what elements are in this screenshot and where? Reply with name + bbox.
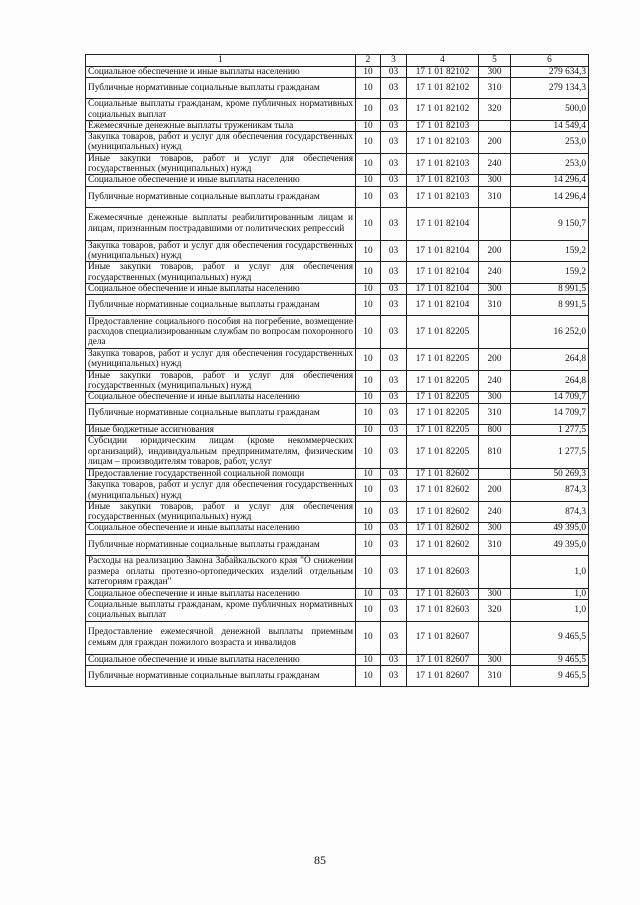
row-subsection: 03 (381, 501, 407, 523)
row-target-article: 17 1 01 82205 (407, 435, 479, 468)
table-row (86, 316, 589, 349)
row-name: Закупка товаров, работ и услуг для обеспечения государственных (муниципальных) нужд (86, 132, 356, 154)
row-name: Иные закупки товаров, работ и услуг для обеспечения государственных (муниципальных) нужд (86, 153, 356, 175)
row-name: Социальное обеспечение и иные выплаты населению (86, 392, 356, 403)
row-name: Социальное обеспечение и иные выплаты населению (86, 588, 356, 599)
row-section: 10 (356, 349, 381, 371)
row-section: 10 (356, 621, 381, 654)
row-target-article: 17 1 01 82205 (407, 424, 479, 435)
row-amount: 253,0 (511, 132, 589, 154)
table-row (86, 120, 589, 131)
table-row (86, 621, 589, 654)
row-expense-type: 200 (479, 132, 511, 154)
row-subsection: 03 (381, 403, 407, 424)
table-header-row (86, 55, 589, 67)
row-target-article: 17 1 01 82603 (407, 600, 479, 622)
budget-table (85, 54, 589, 687)
row-expense-type: 240 (479, 501, 511, 523)
row-amount: 9 465,5 (511, 665, 589, 686)
row-expense-type: 300 (479, 523, 511, 534)
row-target-article: 17 1 01 82102 (407, 67, 479, 78)
table-row (86, 523, 589, 534)
row-name: Социальные выплаты гражданам, кроме публичных нормативных социальных выплат (86, 99, 356, 121)
row-section: 10 (356, 207, 381, 240)
row-amount: 49 395,0 (511, 534, 589, 555)
row-subsection: 03 (381, 295, 407, 316)
row-name: Иные закупки товаров, работ и услуг для обеспечения государственных (муниципальных) нужд (86, 370, 356, 392)
table-row (86, 349, 589, 371)
row-name: Ежемесячные денежные выплаты труженикам тыла (86, 120, 356, 131)
row-subsection: 03 (381, 534, 407, 555)
table-row (86, 175, 589, 186)
row-expense-type (479, 468, 511, 479)
row-subsection: 03 (381, 78, 407, 99)
row-target-article: 17 1 01 82602 (407, 480, 479, 502)
row-expense-type (479, 120, 511, 131)
row-subsection: 03 (381, 600, 407, 622)
row-amount: 874,3 (511, 501, 589, 523)
row-amount: 253,0 (511, 153, 589, 175)
row-section: 10 (356, 78, 381, 99)
row-amount: 1 277,5 (511, 424, 589, 435)
row-expense-type: 310 (479, 78, 511, 99)
row-section: 10 (356, 555, 381, 588)
table-row (86, 295, 589, 316)
row-amount: 1,0 (511, 600, 589, 622)
row-section: 10 (356, 240, 381, 262)
row-amount: 264,8 (511, 349, 589, 371)
row-subsection: 03 (381, 207, 407, 240)
table-row (86, 480, 589, 502)
row-section: 10 (356, 186, 381, 207)
column-header-section: 2 (356, 55, 381, 67)
row-target-article: 17 1 01 82103 (407, 153, 479, 175)
row-subsection: 03 (381, 120, 407, 131)
table-row (86, 424, 589, 435)
table-row (86, 403, 589, 424)
row-amount: 9 150,7 (511, 207, 589, 240)
row-subsection: 03 (381, 392, 407, 403)
table-row (86, 665, 589, 686)
table-row (86, 555, 589, 588)
row-target-article: 17 1 01 82205 (407, 392, 479, 403)
row-section: 10 (356, 99, 381, 121)
row-target-article: 17 1 01 82205 (407, 349, 479, 371)
row-target-article: 17 1 01 82602 (407, 523, 479, 534)
row-expense-type: 810 (479, 435, 511, 468)
row-expense-type: 310 (479, 665, 511, 686)
row-subsection: 03 (381, 665, 407, 686)
row-subsection: 03 (381, 316, 407, 349)
row-section: 10 (356, 665, 381, 686)
row-name: Предоставление государственной социальной помощи (86, 468, 356, 479)
row-target-article: 17 1 01 82603 (407, 555, 479, 588)
row-subsection: 03 (381, 370, 407, 392)
row-expense-type: 200 (479, 349, 511, 371)
row-target-article: 17 1 01 82104 (407, 262, 479, 284)
row-expense-type: 310 (479, 295, 511, 316)
row-amount: 874,3 (511, 480, 589, 502)
row-expense-type: 310 (479, 186, 511, 207)
row-name: Предоставление социального пособия на погребение, возмещение расходов специализированным службам по вопросам похоронного дела (86, 316, 356, 349)
row-target-article: 17 1 01 82103 (407, 175, 479, 186)
row-name: Предоставление ежемесячной денежной выплаты приемным семьям для граждан пожилого возраста и инвалидов (86, 621, 356, 654)
row-name: Социальные выплаты гражданам, кроме публичных нормативных социальных выплат (86, 600, 356, 622)
row-section: 10 (356, 67, 381, 78)
row-amount: 159,2 (511, 262, 589, 284)
row-subsection: 03 (381, 186, 407, 207)
row-subsection: 03 (381, 132, 407, 154)
row-amount: 50 269,3 (511, 468, 589, 479)
row-amount: 8 991,5 (511, 295, 589, 316)
row-target-article: 17 1 01 82602 (407, 534, 479, 555)
row-subsection: 03 (381, 349, 407, 371)
table-body (86, 67, 589, 687)
row-subsection: 03 (381, 468, 407, 479)
table-row (86, 240, 589, 262)
table-row (86, 186, 589, 207)
row-expense-type: 300 (479, 67, 511, 78)
row-subsection: 03 (381, 99, 407, 121)
row-expense-type: 300 (479, 654, 511, 665)
row-target-article: 17 1 01 82103 (407, 120, 479, 131)
row-subsection: 03 (381, 424, 407, 435)
row-target-article: 17 1 01 82205 (407, 403, 479, 424)
table-row (86, 392, 589, 403)
row-amount: 264,8 (511, 370, 589, 392)
row-subsection: 03 (381, 283, 407, 294)
row-amount: 14 296,4 (511, 186, 589, 207)
row-name: Публичные нормативные социальные выплаты гражданам (86, 186, 356, 207)
row-target-article: 17 1 01 82607 (407, 654, 479, 665)
row-subsection: 03 (381, 67, 407, 78)
row-section: 10 (356, 132, 381, 154)
row-section: 10 (356, 392, 381, 403)
row-section: 10 (356, 523, 381, 534)
row-amount: 16 252,0 (511, 316, 589, 349)
row-section: 10 (356, 588, 381, 599)
row-subsection: 03 (381, 175, 407, 186)
table-row (86, 468, 589, 479)
row-section: 10 (356, 283, 381, 294)
row-expense-type: 800 (479, 424, 511, 435)
row-name: Ежемесячные денежные выплаты реабилитированным лицам и лицам, признанным пострадавшими от политических репрессий (86, 207, 356, 240)
row-target-article: 17 1 01 82205 (407, 370, 479, 392)
row-section: 10 (356, 600, 381, 622)
column-header-name: 1 (86, 55, 356, 67)
row-expense-type: 300 (479, 588, 511, 599)
row-expense-type: 310 (479, 534, 511, 555)
row-expense-type (479, 621, 511, 654)
table-row (86, 283, 589, 294)
row-target-article: 17 1 01 82104 (407, 283, 479, 294)
row-name: Иные бюджетные ассигнования (86, 424, 356, 435)
row-target-article: 17 1 01 82103 (407, 186, 479, 207)
row-target-article: 17 1 01 82104 (407, 240, 479, 262)
row-subsection: 03 (381, 153, 407, 175)
column-header-amount: 6 (511, 55, 589, 67)
row-amount: 14 709,7 (511, 403, 589, 424)
row-amount: 9 465,5 (511, 654, 589, 665)
column-header-target-article: 4 (407, 55, 479, 67)
column-header-expense-type: 5 (479, 55, 511, 67)
row-expense-type: 200 (479, 240, 511, 262)
row-name: Социальное обеспечение и иные выплаты населению (86, 654, 356, 665)
row-expense-type: 310 (479, 403, 511, 424)
table-row (86, 501, 589, 523)
row-expense-type: 200 (479, 480, 511, 502)
row-name: Закупка товаров, работ и услуг для обеспечения государственных (муниципальных) нужд (86, 349, 356, 371)
row-target-article: 17 1 01 82103 (407, 132, 479, 154)
row-expense-type: 300 (479, 175, 511, 186)
row-section: 10 (356, 153, 381, 175)
table-row (86, 67, 589, 78)
row-section: 10 (356, 424, 381, 435)
row-section: 10 (356, 316, 381, 349)
row-name: Социальное обеспечение и иные выплаты населению (86, 523, 356, 534)
row-name: Публичные нормативные социальные выплаты гражданам (86, 534, 356, 555)
row-name: Закупка товаров, работ и услуг для обеспечения государственных (муниципальных) нужд (86, 480, 356, 502)
table-row (86, 132, 589, 154)
row-section: 10 (356, 295, 381, 316)
row-subsection: 03 (381, 262, 407, 284)
row-name: Закупка товаров, работ и услуг для обеспечения государственных (муниципальных) нужд (86, 240, 356, 262)
row-subsection: 03 (381, 588, 407, 599)
row-section: 10 (356, 120, 381, 131)
row-target-article: 17 1 01 82104 (407, 295, 479, 316)
row-name: Публичные нормативные социальные выплаты гражданам (86, 403, 356, 424)
row-subsection: 03 (381, 435, 407, 468)
row-amount: 279 134,3 (511, 78, 589, 99)
row-amount: 159,2 (511, 240, 589, 262)
row-name: Субсидии юридическим лицам (кроме некоммерческих организаций), индивидуальным предпринимателям, физическим лицам – производителям товаров, работ, услуг (86, 435, 356, 468)
row-subsection: 03 (381, 621, 407, 654)
row-target-article: 17 1 01 82104 (407, 207, 479, 240)
page-number: 85 (314, 853, 326, 867)
row-expense-type: 240 (479, 262, 511, 284)
row-amount: 500,0 (511, 99, 589, 121)
row-amount: 14 709,7 (511, 392, 589, 403)
row-expense-type: 300 (479, 392, 511, 403)
row-target-article: 17 1 01 82603 (407, 588, 479, 599)
row-expense-type: 320 (479, 99, 511, 121)
row-expense-type (479, 316, 511, 349)
row-section: 10 (356, 435, 381, 468)
row-target-article: 17 1 01 82607 (407, 665, 479, 686)
row-target-article: 17 1 01 82602 (407, 501, 479, 523)
row-target-article: 17 1 01 82602 (407, 468, 479, 479)
row-section: 10 (356, 468, 381, 479)
table-row (86, 99, 589, 121)
row-section: 10 (356, 501, 381, 523)
row-section: 10 (356, 480, 381, 502)
column-header-subsection: 3 (381, 55, 407, 67)
row-amount: 49 395,0 (511, 523, 589, 534)
row-section: 10 (356, 654, 381, 665)
row-expense-type: 320 (479, 600, 511, 622)
table-row (86, 153, 589, 175)
row-name: Расходы на реализацию Закона Забайкальского края "О снижении размера оплаты протезно-ортопедических изделий отдельным категориям граждан" (86, 555, 356, 588)
table-row (86, 78, 589, 99)
table-row (86, 262, 589, 284)
row-section: 10 (356, 403, 381, 424)
row-name: Социальное обеспечение и иные выплаты населению (86, 283, 356, 294)
row-amount: 8 991,5 (511, 283, 589, 294)
row-amount: 14 549,4 (511, 120, 589, 131)
row-expense-type: 240 (479, 153, 511, 175)
row-name: Социальное обеспечение и иные выплаты населению (86, 67, 356, 78)
row-amount: 14 296,4 (511, 175, 589, 186)
row-amount: 9 465,5 (511, 621, 589, 654)
row-section: 10 (356, 370, 381, 392)
row-name: Иные закупки товаров, работ и услуг для обеспечения государственных (муниципальных) нужд (86, 501, 356, 523)
table-row (86, 588, 589, 599)
row-amount: 1,0 (511, 588, 589, 599)
row-section: 10 (356, 534, 381, 555)
table-row (86, 435, 589, 468)
row-target-article: 17 1 01 82102 (407, 99, 479, 121)
row-expense-type: 240 (479, 370, 511, 392)
row-target-article: 17 1 01 82102 (407, 78, 479, 99)
table-row (86, 654, 589, 665)
row-subsection: 03 (381, 654, 407, 665)
row-expense-type (479, 555, 511, 588)
row-name: Иные закупки товаров, работ и услуг для обеспечения государственных (муниципальных) нужд (86, 262, 356, 284)
table-row (86, 600, 589, 622)
row-name: Публичные нормативные социальные выплаты гражданам (86, 295, 356, 316)
row-expense-type: 300 (479, 283, 511, 294)
row-name: Социальное обеспечение и иные выплаты населению (86, 175, 356, 186)
row-subsection: 03 (381, 240, 407, 262)
row-amount: 279 634,3 (511, 67, 589, 78)
row-section: 10 (356, 175, 381, 186)
row-section: 10 (356, 262, 381, 284)
row-expense-type (479, 207, 511, 240)
row-target-article: 17 1 01 82607 (407, 621, 479, 654)
row-subsection: 03 (381, 480, 407, 502)
table-row (86, 370, 589, 392)
row-name: Публичные нормативные социальные выплаты гражданам (86, 78, 356, 99)
row-amount: 1 277,5 (511, 435, 589, 468)
table-row (86, 207, 589, 240)
row-subsection: 03 (381, 523, 407, 534)
row-target-article: 17 1 01 82205 (407, 316, 479, 349)
row-subsection: 03 (381, 555, 407, 588)
row-name: Публичные нормативные социальные выплаты гражданам (86, 665, 356, 686)
table-row (86, 534, 589, 555)
row-amount: 1,0 (511, 555, 589, 588)
